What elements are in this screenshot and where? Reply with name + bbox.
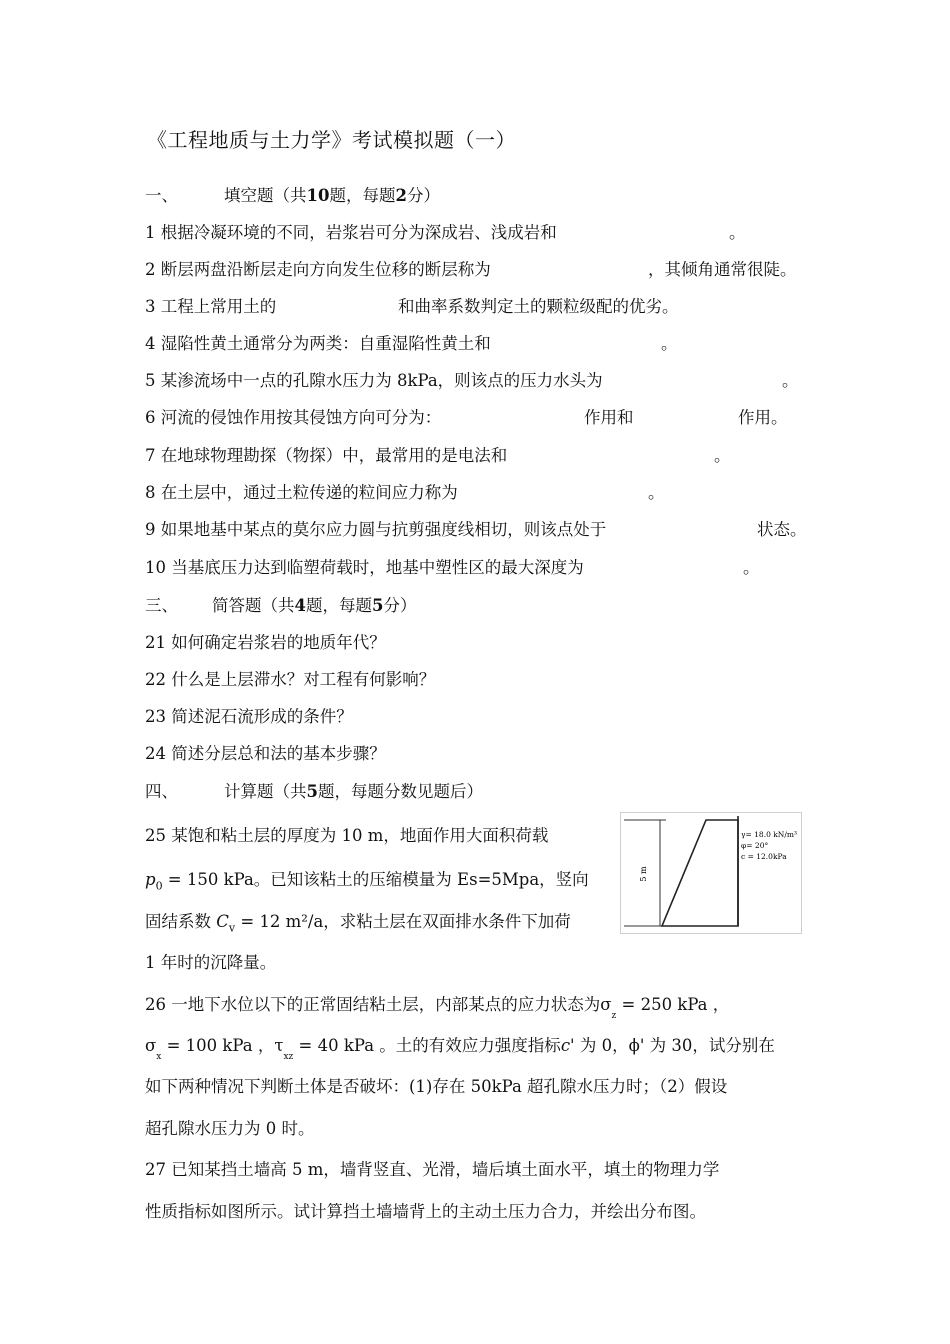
question-10-end: 。: [743, 558, 760, 577]
question-7-end: 。: [714, 446, 731, 465]
gamma-label: γ= 18.0 kN/m³: [741, 830, 797, 839]
question-2-end: ，其倾角通常很陡。: [648, 260, 797, 279]
question-2: 2 断层两盘沿断层走向方向发生位移的断层称为: [145, 260, 491, 279]
question-10: 10 当基底压力达到临塑荷载时，地基中塑性区的最大深度为: [145, 558, 584, 577]
retaining-wall-figure: [620, 812, 802, 934]
question-4: 4 湿陷性黄土通常分为两类：自重湿陷性黄土和: [145, 334, 491, 353]
question-1-end: 。: [729, 223, 746, 242]
question-26-line-3: 如下两种情况下判断土体是否破坏：(1)存在 50kPa 超孔隙水压力时；（2）假设: [145, 1077, 728, 1096]
cohesion-label: c = 12.0kPa: [741, 852, 787, 861]
question-1: 1 根据冷凝环境的不同，岩浆岩可分为深成岩、浅成岩和: [145, 223, 557, 242]
page-title: 《工程地质与土力学》考试模拟题（一）: [147, 128, 516, 152]
question-26-line-2: $\sigma_x = 100$ kPa ，$\tau_{xz} = 40$ kPa 。土的有效应力强度指标c' 为 0，ϕ' 为 30，试分别在: [145, 1036, 775, 1062]
question-26-line-1: 26 一地下水位以下的正常固结粘土层，内部某点的应力状态为$\sigma_z = 250$ kPa ，: [145, 995, 730, 1021]
question-6-mid: 作用和: [584, 408, 634, 427]
wall-outline: [662, 820, 738, 926]
question-22: 22 什么是上层滞水？对工程有何影响？: [145, 670, 436, 689]
question-6: 6 河流的侵蚀作用按其侵蚀方向可分为：: [145, 408, 442, 427]
question-6-end: 作用。: [738, 408, 788, 427]
question-3: 3 工程上常用土的: [145, 297, 277, 316]
question-9: 9 如果地基中某点的莫尔应力圆与抗剪强度线相切，则该点处于: [145, 520, 607, 539]
retaining-wall-diagram: [620, 812, 802, 934]
question-21: 21 如何确定岩浆岩的地质年代？: [145, 633, 386, 652]
question-8: 8 在土层中，通过土粒传递的粒间应力称为: [145, 483, 458, 502]
question-3-end: 和曲率系数判定土的颗粒级配的优劣。: [398, 297, 679, 316]
question-9-end: 状态。: [757, 520, 807, 539]
question-4-end: 。: [661, 334, 678, 353]
question-7: 7 在地球物理勘探（物探）中，最常用的是电法和: [145, 446, 508, 465]
question-8-end: 。: [648, 483, 665, 502]
question-5: 5 某渗流场中一点的孔隙水压力为 8kPa，则该点的压力水头为: [145, 371, 603, 390]
question-27-line-1: 27 已知某挡土墙高 5 m，墙背竖直、光滑，墙后填土面水平，填土的物理力学: [145, 1160, 720, 1179]
question-27-line-2: 性质指标如图所示。试计算挡土墙墙背上的主动土压力合力，并绘出分布图。: [145, 1202, 706, 1221]
phi-label: φ= 20°: [741, 841, 769, 850]
height-label: 5 m: [639, 866, 648, 882]
question-25-line-4: 1 年时的沉降量。: [145, 953, 277, 972]
question-5-end: 。: [782, 371, 799, 390]
question-25-line-3: 固结系数 $C_v = 12$ m²/a，求粘土层在双面排水条件下加荷: [145, 912, 571, 935]
question-26-line-4: 超孔隙水压力为 0 时。: [145, 1119, 315, 1138]
section-heading-short-answer: 三、 简答题（共4题，每题5分）: [145, 596, 417, 615]
question-24: 24 简述分层总和法的基本步骤？: [145, 744, 386, 763]
question-25-line-2: $p_0 = 150$ kPa。已知该粘土的压缩模量为 Es=5Mpa，竖向: [145, 870, 589, 893]
question-25-line-1: 25 某饱和粘土层的厚度为 10 m，地面作用大面积荷载: [145, 826, 549, 845]
section-heading-calculation: 四、 计算题（共5题，每题分数见题后）: [145, 782, 483, 801]
section-heading-fill: 一、 填空题（共10题，每题2分）: [145, 186, 440, 205]
question-23: 23 简述泥石流形成的条件？: [145, 707, 353, 726]
